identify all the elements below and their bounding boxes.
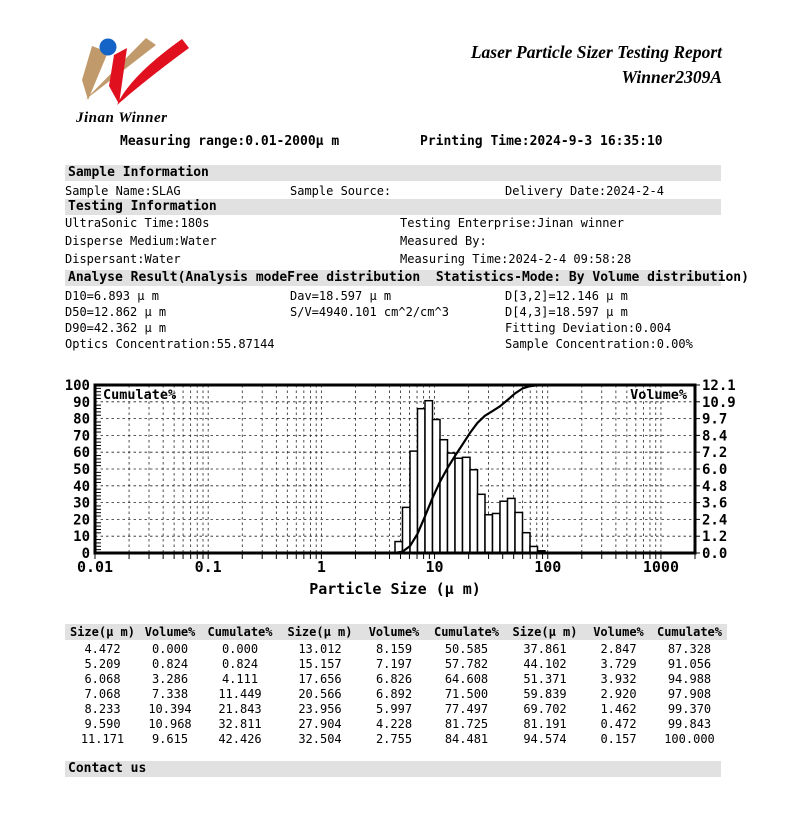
table-cell: 8.233 [84,702,121,716]
table-cell: 84.481 [444,732,489,746]
histogram-bar [425,401,432,553]
table-cell: 77.497 [444,702,489,716]
table-cell: 0.157 [600,732,637,746]
left-axis-tick-label: 100 [65,378,90,394]
table-cell: 0.000 [221,642,259,656]
col-header-cumulate-3: Cumulate% [656,625,723,639]
result-dav: Dav=18.597 μ m [290,289,392,303]
table-cell: 17.656 [298,672,342,686]
right-axis-tick-label: 2.4 [702,512,728,529]
ultrasonic-time: UltraSonic Time:180s [65,216,210,230]
right-axis-tick-label: 7.2 [702,445,728,462]
right-axis-tick-label: 3.6 [702,495,728,512]
left-axis-tick-label: 0 [81,546,90,562]
table-cell: 1.462 [600,702,637,716]
x-axis-tick-label: 0.1 [194,558,222,576]
right-axis-tick-label: 9.7 [702,411,728,428]
measuring-range: Measuring range:0.01-2000μ m [120,134,340,149]
table-cell: 91.056 [667,657,712,671]
measuring-time: Measuring Time:2024-2-4 09:58:28 [400,252,632,266]
table-cell: 94.988 [667,672,712,686]
histogram-bar [523,533,530,553]
distribution-chart [65,378,765,606]
left-axis-tick-label: 40 [73,478,90,495]
table-row [65,672,727,687]
table-row [65,657,727,672]
right-axis-tick-label: 0.0 [702,546,728,562]
measured-by: Measured By: [400,234,487,248]
table-cell: 0.472 [600,717,637,731]
logo-caption: Jinan Winner [76,110,168,126]
disperse-medium: Disperse Medium:Water [65,234,217,248]
left-axis-tick-label: 80 [73,411,90,428]
histogram-bar [455,458,463,553]
x-axis-tick-label: 100 [534,558,562,576]
result-d10: D10=6.893 μ m [65,289,159,303]
company-logo [70,34,200,134]
dispersant: Dispersant:Water [65,252,181,266]
col-header-size-1: Size(μ m) [69,625,136,639]
table-cell: 6.826 [375,672,413,686]
table-row [65,717,727,732]
left-axis-tick-label: 20 [73,512,90,529]
col-header-cumulate-1: Cumulate% [207,625,273,639]
report-title [471,40,722,90]
section-header-testing-information: Testing Information [65,199,721,215]
x-axis-tick-label: 1 [316,558,326,576]
delivery-date: Delivery Date:2024-2-4 [505,184,664,198]
right-axis-tick-label: 6.0 [702,462,728,478]
table-cell: 3.729 [600,657,637,671]
table-row [65,732,727,747]
histogram-bar [515,512,523,553]
right-axis-tick-label: 12.1 [702,378,736,394]
left-axis-title: Cumulate% [103,387,177,403]
table-cell: 37.861 [523,642,567,656]
table-header-row [65,624,727,640]
table-cell: 6.892 [375,687,413,701]
col-header-size-2: Size(μ m) [287,625,353,639]
table-cell: 51.371 [523,672,567,686]
table-row [65,702,727,717]
table-cell: 5.209 [84,657,121,671]
col-header-volume-1: Volume% [144,625,196,639]
table-cell: 2.755 [375,732,413,746]
table-cell: 7.197 [375,657,413,671]
table-cell: 71.500 [444,687,489,701]
result-fitting-deviation: Fitting Deviation:0.004 [505,321,672,335]
left-axis-tick-label: 50 [73,462,90,478]
table-cell: 9.590 [84,717,121,731]
x-axis-tick-label: 1000 [642,558,679,576]
table-cell: 94.574 [523,732,567,746]
table-row [65,687,727,702]
histogram-bar [463,457,470,553]
table-cell: 97.908 [667,687,712,701]
result-sample-concentration: Sample Concentration:0.00% [505,337,693,351]
histogram-bar [493,513,500,553]
table-cell: 99.843 [667,717,712,731]
col-header-cumulate-2: Cumulate% [433,625,500,639]
col-header-volume-3: Volume% [593,625,644,639]
table-cell: 20.566 [298,687,342,701]
right-axis-tick-label: 10.9 [702,394,736,411]
table-cell: 15.157 [298,657,342,671]
table-cell: 59.839 [523,687,567,701]
right-axis-tick-label: 1.2 [702,529,728,546]
histogram-bar [485,515,493,553]
table-cell: 69.702 [523,702,567,716]
histogram-bar [440,440,447,553]
table-cell: 3.286 [151,672,189,686]
x-axis-title: Particle Size (μ m) [309,580,481,598]
left-axis-tick-label: 10 [73,529,90,546]
testing-enterprise: Testing Enterprise:Jinan winner [400,216,624,230]
table-cell: 99.370 [667,702,712,716]
table-body [65,642,727,747]
table-cell: 32.811 [218,717,262,731]
section-header-analyse-result: Analyse Result(Analysis modeFree distribution Statistics-Mode: By Volume distribution) [65,270,721,286]
table-cell: 6.068 [84,672,121,686]
table-cell: 13.012 [298,642,342,656]
table-cell: 10.394 [148,702,192,716]
printing-time: Printing Time:2024-9-3 16:35:10 [420,134,663,149]
col-header-size-3: Size(μ m) [512,625,578,639]
table-cell: 2.920 [600,687,637,701]
table-cell: 57.782 [444,657,489,671]
section-header-sample-information: Sample Information [65,165,721,181]
table-cell: 81.191 [523,717,567,731]
x-axis-tick-label: 10 [425,558,444,576]
report-title-line1: Laser Particle Sizer Testing Report [470,42,722,62]
x-axis-tick-label: 0.01 [76,558,114,576]
table-cell: 11.449 [218,687,262,701]
table-cell: 64.608 [444,672,489,686]
histogram-bar [478,494,485,553]
table-cell: 0.000 [151,642,189,656]
table-cell: 42.426 [218,732,262,746]
left-axis-tick-label: 30 [73,495,90,512]
table-cell: 3.932 [600,672,637,686]
table-cell: 87.328 [667,642,712,656]
table-cell: 11.171 [80,732,125,746]
histogram-bar [500,501,508,553]
table-cell: 23.956 [298,702,342,716]
table-row [65,642,727,657]
table-cell: 7.068 [84,687,121,701]
left-axis-tick-label: 70 [73,428,90,445]
result-d50: D50=12.862 μ m [65,305,167,319]
table-cell: 4.472 [84,642,121,656]
winner-logo-icon [70,34,200,112]
left-axis-tick-label: 60 [73,445,90,462]
table-cell: 10.968 [148,717,192,731]
sample-source: Sample Source: [290,184,392,198]
result-optics-concentration: Optics Concentration:55.87144 [65,337,275,351]
distribution-table [65,624,727,747]
table-cell: 44.102 [523,657,567,671]
table-cell: 32.504 [298,732,342,746]
table-cell: 4.111 [221,672,259,686]
table-cell: 4.228 [375,717,413,731]
table-cell: 100.000 [664,732,715,746]
table-cell: 8.159 [375,642,413,656]
table-cell: 50.585 [444,642,489,656]
left-axis-tick-label: 90 [73,394,90,411]
right-axis-title: Volume% [630,387,687,403]
sample-name: Sample Name:SLAG [65,184,181,198]
result-d90: D90=42.362 μ m [65,321,167,335]
right-axis-tick-label: 4.8 [702,478,728,495]
table-cell: 0.824 [151,657,189,671]
table-cell: 21.843 [218,702,262,716]
right-axis-tick-label: 8.4 [702,428,728,445]
table-cell: 0.824 [221,657,259,671]
table-cell: 2.847 [600,642,637,656]
histogram-bar [470,470,478,553]
report-title-line2: Winner2309A [621,66,722,87]
table-cell: 5.997 [375,702,413,716]
table-cell: 81.725 [444,717,489,731]
table-cell: 27.904 [298,717,342,731]
result-d32: D[3,2]=12.146 μ m [505,289,628,303]
section-header-contact-us: Contact us [65,761,721,777]
result-sv: S/V=4940.101 cm^2/cm^3 [290,305,449,319]
col-header-volume-2: Volume% [368,625,420,639]
histogram-bar [508,498,515,553]
result-d43: D[4,3]=18.597 μ m [505,305,628,319]
table-cell: 7.338 [151,687,189,701]
table-cell: 9.615 [151,732,189,746]
